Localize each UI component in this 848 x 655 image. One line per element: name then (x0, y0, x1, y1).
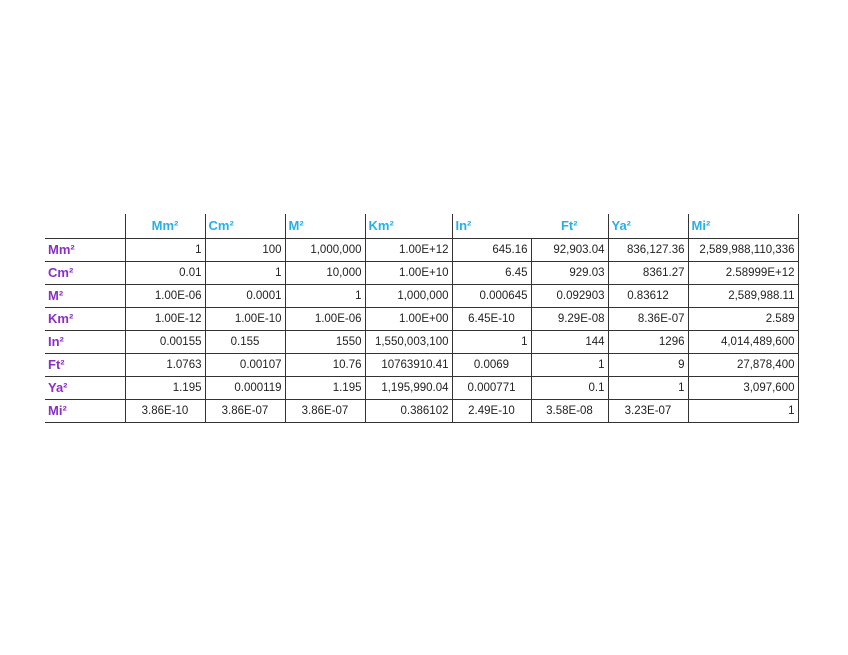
table-cell: 1.00E-06 (125, 284, 205, 307)
table-cell: 10763910.41 (365, 353, 452, 376)
table-cell: 100 (205, 238, 285, 261)
table-cell: 3,097,600 (688, 376, 798, 399)
table-cell: 3.86E-07 (205, 399, 285, 422)
table-cell: 27,878,400 (688, 353, 798, 376)
table-cell: 10.76 (285, 353, 365, 376)
table-cell: 1.00E-10 (205, 307, 285, 330)
column-header-m2: M² (285, 214, 365, 238)
column-header-ya2: Ya² (608, 214, 688, 238)
table-cell: 3.23E-07 (608, 399, 688, 422)
table-row (45, 284, 798, 307)
row-header-km2: Km² (45, 307, 125, 330)
table-row (45, 353, 798, 376)
table-cell: 10,000 (285, 261, 365, 284)
table-cell: 3.86E-10 (125, 399, 205, 422)
table-cell: 1.00E+00 (365, 307, 452, 330)
table-cell: 9.29E-08 (531, 307, 608, 330)
table-cell: 1 (285, 284, 365, 307)
table-cell: 1 (688, 399, 798, 422)
table-cell: 1,550,003,100 (365, 330, 452, 353)
table-cell: 0.092903 (531, 284, 608, 307)
column-header-cm2: Cm² (205, 214, 285, 238)
table-cell: 0.000645 (452, 284, 531, 307)
table-cell: 1 (125, 238, 205, 261)
table-cell: 1 (608, 376, 688, 399)
table-cell: 1.195 (125, 376, 205, 399)
table-cell: 0.000771 (452, 376, 531, 399)
table-cell: 6.45 (452, 261, 531, 284)
table-cell: 2.589 (688, 307, 798, 330)
table-cell: 0.386102 (365, 399, 452, 422)
table-cell: 836,127.36 (608, 238, 688, 261)
table-cell: 1.00E+10 (365, 261, 452, 284)
table-cell: 0.1 (531, 376, 608, 399)
table-cell: 1296 (608, 330, 688, 353)
table-cell: 3.86E-07 (285, 399, 365, 422)
header-row (45, 214, 798, 238)
row-header-in2: In² (45, 330, 125, 353)
table-cell: 1 (531, 353, 608, 376)
table-cell: 0.01 (125, 261, 205, 284)
table-cell: 1 (205, 261, 285, 284)
table-cell: 1,195,990.04 (365, 376, 452, 399)
table-cell: 645.16 (452, 238, 531, 261)
column-header-in2: In² (455, 218, 472, 234)
table-cell: 929.03 (531, 261, 608, 284)
table-cell: 9 (608, 353, 688, 376)
table-row (45, 238, 798, 261)
column-header-km2: Km² (365, 214, 452, 238)
column-header-ft2: Ft² (531, 214, 608, 238)
table-cell: 0.00107 (205, 353, 285, 376)
table-cell: 0.0069 (452, 353, 531, 376)
table-cell: 2,589,988.11 (688, 284, 798, 307)
table-cell: 0.155 (205, 330, 285, 353)
table-cell: 0.000119 (205, 376, 285, 399)
column-header-mm2: Mm² (125, 214, 205, 238)
table-cell: 8.36E-07 (608, 307, 688, 330)
row-header-mi2: Mi² (45, 399, 125, 422)
table-row (45, 330, 798, 353)
row-header-cm2: Cm² (45, 261, 125, 284)
table-row (45, 307, 798, 330)
row-header-mm2: Mm² (45, 238, 125, 261)
row-header-ft2: Ft² (45, 353, 125, 376)
table-row (45, 261, 798, 284)
table-row (45, 399, 798, 422)
conversion-table (45, 214, 799, 423)
table-cell: 8361.27 (608, 261, 688, 284)
row-header-ya2: Ya² (45, 376, 125, 399)
table-cell: 0.83612 (608, 284, 688, 307)
table-cell: 1.00E-06 (285, 307, 365, 330)
table-cell: 92,903.04 (531, 238, 608, 261)
corner-cell (45, 214, 125, 238)
column-header-mi2: Mi² (688, 214, 798, 238)
table-cell: 2.58999E+12 (688, 261, 798, 284)
table-cell: 1 (452, 330, 531, 353)
table-cell: 4,014,489,600 (688, 330, 798, 353)
table-cell: 1,000,000 (285, 238, 365, 261)
table-cell: 1.195 (285, 376, 365, 399)
row-header-m2: M² (45, 284, 125, 307)
table-cell: 1.00E+12 (365, 238, 452, 261)
table-cell: 3.58E-08 (531, 399, 608, 422)
table-cell: 6.45E-10 (452, 307, 531, 330)
table-cell: 0.00155 (125, 330, 205, 353)
table-cell: 1550 (285, 330, 365, 353)
table-cell: 0.0001 (205, 284, 285, 307)
table-cell: 2,589,988,110,336 (688, 238, 798, 261)
table-cell: 144 (531, 330, 608, 353)
table-cell: 2.49E-10 (452, 399, 531, 422)
table-cell: 1,000,000 (365, 284, 452, 307)
table-cell: 1.00E-12 (125, 307, 205, 330)
table-cell: 1.0763 (125, 353, 205, 376)
table-row (45, 376, 798, 399)
